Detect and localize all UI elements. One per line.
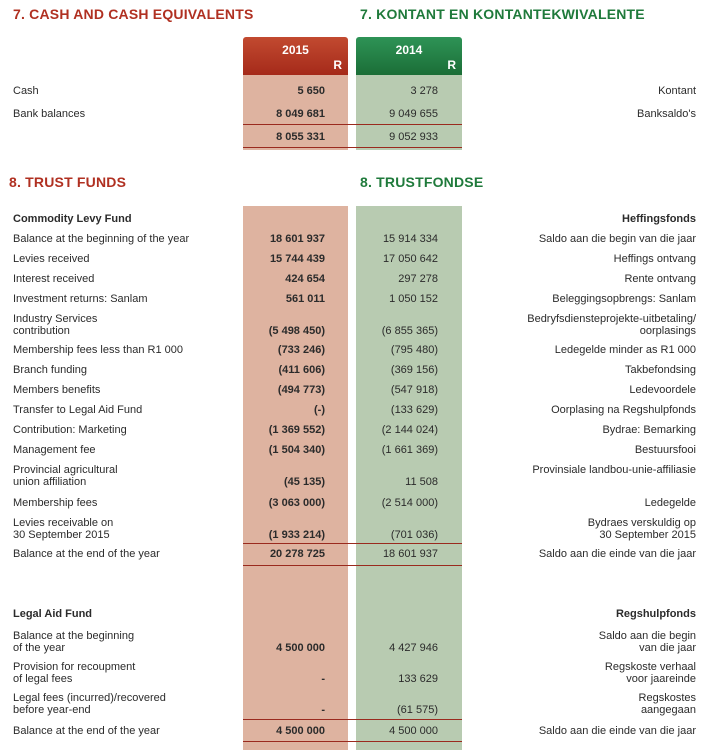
commodity-row-label: Branch funding [13,364,87,376]
commodity-row-value-2015: (411 606) [278,364,325,376]
header-2015-currency: R [333,58,342,72]
commodity-row-label: Balance at the beginning of the year [13,233,190,245]
commodity-row-label: Membership fees less than R1 000 [13,344,183,356]
commodity-row-label: Members benefits [13,384,101,396]
cash-row-value-2015: 5 650 [297,85,325,97]
commodity-row-label-afrikaans: Ledevoordele [629,384,696,396]
legal-row-label-afrikaans: Saldo aan die begin van die jaar [598,630,696,654]
commodity-row-value-2015: (1 933 214) [268,529,325,541]
cash-subtotal-rule [243,124,462,125]
commodity-row-value-2014: 15 914 334 [382,233,438,245]
legal-row-value-2015: 4 500 000 [276,642,325,654]
commodity-row-value-2014: (701 036) [390,529,438,541]
commodity-row-value-2015: (494 773) [277,384,325,396]
legal-row-label: Provision for recoupment of legal fees [13,661,136,685]
commodity-row-value-2014: 18 601 937 [382,548,438,560]
heffingsfonds-title: Heffingsfonds [622,213,696,225]
legal-row-label: Legal fees (incurred)/recovered before year-end [13,692,166,716]
commodity-row-label-afrikaans: Takbefondsing [625,364,696,376]
commodity-row-label: Management fee [13,444,96,456]
commodity-row-label-afrikaans: Bedryfsdiensteprojekte-uitbetaling/ oorplasings [527,313,696,337]
cash-row-label: Cash [13,85,39,97]
header-2014 [356,37,462,75]
commodity-row-label: Contribution: Marketing [13,424,127,436]
legal-row-label-afrikaans: Regskostes aangegaan [638,692,696,716]
commodity-row-value-2015: 20 278 725 [269,548,325,560]
header-2014-currency: R [447,58,456,72]
commodity-row-label: Transfer to Legal Aid Fund [13,404,143,416]
commodity-row-value-2014: 17 050 642 [382,253,438,265]
commodity-row-value-2015: (1 369 552) [268,424,325,436]
section-title-trust-funds: 8. TRUST FUNDS [9,174,127,190]
cash-row-value-2014: 3 278 [410,85,438,97]
commodity-row-value-2014: (369 156) [390,364,438,376]
commodity-row-label-afrikaans: Bydrae: Bemarking [602,424,696,436]
legal-row-value-2015: - [321,704,325,716]
cash-total-2015: 8 055 331 [276,131,325,143]
commodity-row-value-2015: 561 011 [285,293,325,305]
commodity-row-value-2015: (-) [314,404,325,416]
commodity-row-label: Levies receivable on 30 September 2015 [13,517,114,541]
commodity-row-value-2014: 297 278 [398,273,438,285]
commodity-row-label-afrikaans: Rente ontvang [624,273,696,285]
legal-subtotal-rule [243,719,462,720]
commodity-row-label: Interest received [13,273,95,285]
commodity-row-label-afrikaans: Saldo aan die begin van die jaar [538,233,696,245]
commodity-row-label-afrikaans: Bestuursfooi [634,444,696,456]
commodity-row-value-2015: (733 246) [277,344,325,356]
regshulpfonds-title: Regshulpfonds [615,608,696,620]
legal-row-value-2014: 4 427 946 [389,642,438,654]
legal-row-label-afrikaans: Saldo aan die einde van die jaar [538,725,696,737]
cash-row-label-afrikaans: Banksaldo's [637,108,696,120]
legal-row-label: Balance at the end of the year [13,725,160,737]
commodity-row-value-2014: (795 480) [390,344,438,356]
commodity-row-value-2015: 18 601 937 [269,233,325,245]
commodity-row-label: Membership fees [13,497,98,509]
commodity-row-label: Balance at the end of the year [13,548,160,560]
legal-row-value-2015: - [321,673,325,685]
commodity-row-label: Levies received [13,253,90,265]
section-title-trustfondse: 8. TRUSTFONDSE [360,174,484,190]
commodity-row-label-afrikaans: Beleggingsopbrengs: Sanlam [552,293,696,305]
cash-row-label-afrikaans: Kontant [658,85,696,97]
legal-row-label-afrikaans: Regskoste verhaal voor jaareinde [604,661,696,685]
commodity-row-value-2014: (1 661 369) [381,444,438,456]
legal-row-value-2015: 4 500 000 [276,725,325,737]
cash-total-rule [243,147,462,148]
commodity-row-value-2014: 1 050 152 [389,293,438,305]
cash-row-value-2015: 8 049 681 [276,108,325,120]
legal-fund-title: Legal Aid Fund [13,608,93,620]
commodity-row-label-afrikaans: Heffings ontvang [613,253,696,265]
commodity-row-value-2015: (3 063 000) [268,497,325,509]
commodity-row-value-2014: (2 514 000) [381,497,438,509]
commodity-row-value-2015: (5 498 450) [268,325,325,337]
commodity-row-label-afrikaans: Provinsiale landbou-unie-affiliasie [532,464,696,476]
commodity-row-value-2015: (1 504 340) [268,444,325,456]
cash-total-2014: 9 052 933 [389,131,438,143]
commodity-row-value-2014: (2 144 024) [381,424,438,436]
header-2015-year: 2015 [282,43,309,57]
legal-row-value-2014: 133 629 [398,673,438,685]
legal-row-label: Balance at the beginning of the year [13,630,135,654]
commodity-row-label-afrikaans: Bydraes verskuldig op 30 September 2015 [587,517,696,541]
section-title-cash: 7. CASH AND CASH EQUIVALENTS [13,6,254,22]
commodity-subtotal-rule [243,543,462,544]
commodity-row-label-afrikaans: Ledegelde [644,497,696,509]
commodity-fund-title: Commodity Levy Fund [13,213,132,225]
legal-total-rule [243,741,462,742]
header-2014-year: 2014 [395,43,423,57]
commodity-total-rule [243,565,462,566]
section-title-kontant: 7. KONTANT EN KONTANTEKWIVALENTE [360,6,645,22]
commodity-row-value-2014: (6 855 365) [381,325,438,337]
legal-row-value-2014: (61 575) [397,704,438,716]
commodity-row-value-2014: 11 508 [405,476,438,488]
commodity-row-label: Provincial agricultural union affiliation [13,464,118,488]
commodity-row-value-2014: (547 918) [390,384,438,396]
cash-row-value-2014: 9 049 655 [389,108,438,120]
commodity-row-value-2015: 424 654 [285,273,325,285]
commodity-row-label: Industry Services contribution [13,313,98,337]
cash-row-label: Bank balances [13,108,86,120]
commodity-row-label-afrikaans: Saldo aan die einde van die jaar [538,548,696,560]
commodity-row-label: Investment returns: Sanlam [13,293,148,305]
commodity-row-value-2015: (45 135) [284,476,325,488]
commodity-row-value-2015: 15 744 439 [269,253,325,265]
commodity-row-label-afrikaans: Ledegelde minder as R1 000 [554,344,696,356]
commodity-row-value-2014: (133 629) [390,404,438,416]
legal-row-value-2014: 4 500 000 [389,725,438,737]
commodity-row-label-afrikaans: Oorplasing na Regshulpfonds [551,404,696,416]
header-2015 [243,37,348,75]
